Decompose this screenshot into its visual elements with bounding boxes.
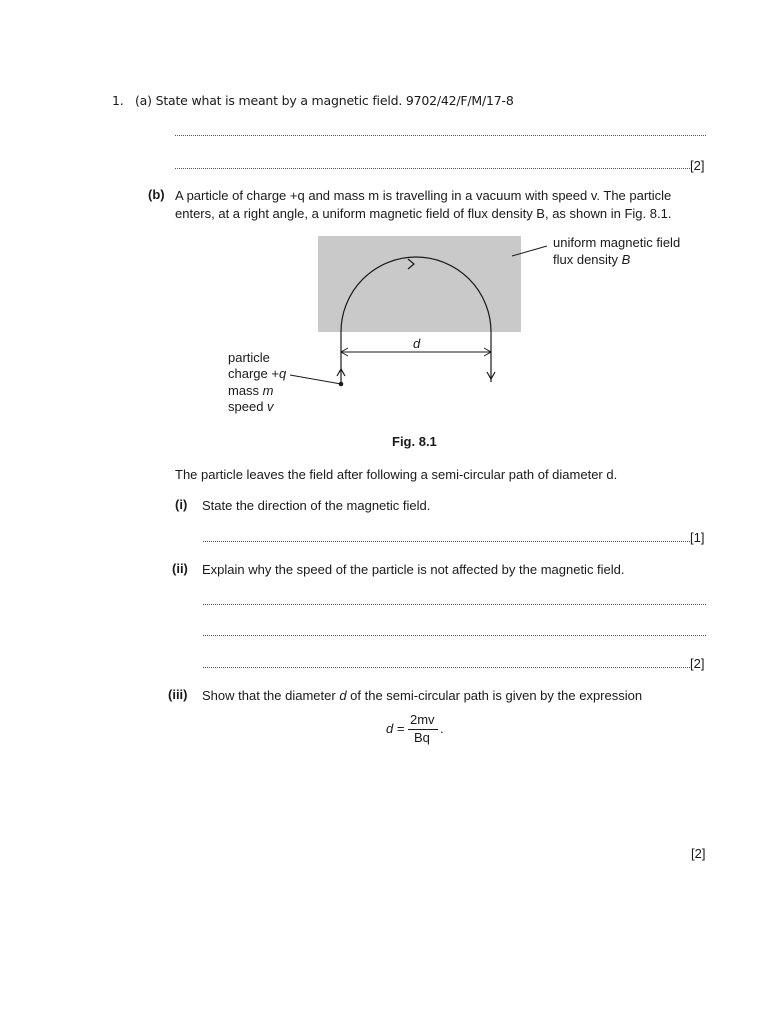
part-b-text-line2: enters, at a right angle, a uniform magnetic field of flux density B, as shown in Fig. 8.1. bbox=[175, 206, 672, 221]
answer-line[interactable] bbox=[203, 541, 690, 542]
figure-8-1 bbox=[0, 0, 768, 460]
particle-leader-line bbox=[290, 375, 341, 384]
figure-caption: Fig. 8.1 bbox=[392, 434, 437, 449]
part-ii-label: (ii) bbox=[172, 561, 188, 576]
field-label-2: flux density B bbox=[553, 252, 631, 267]
particle-label-4: speed v bbox=[228, 399, 274, 414]
part-iii-label: (iii) bbox=[168, 687, 188, 702]
mark-allocation: [2] bbox=[690, 158, 705, 173]
particle-label-3: mass m bbox=[228, 383, 274, 398]
mark-allocation: [2] bbox=[690, 656, 705, 671]
field-label-1: uniform magnetic field bbox=[553, 235, 681, 250]
answer-line[interactable] bbox=[203, 635, 706, 636]
expression-denominator: Bq bbox=[414, 730, 430, 745]
particle-label-2: charge +q bbox=[228, 366, 287, 381]
particle-label-1: particle bbox=[228, 350, 270, 365]
part-ii-text: Explain why the speed of the particle is not affected by the magnetic field. bbox=[202, 562, 625, 577]
expression-numerator: 2mv bbox=[410, 712, 435, 727]
part-i-label: (i) bbox=[175, 497, 188, 512]
part-iii-text: Show that the diameter d of the semi-circular path is given by the expression bbox=[202, 688, 643, 703]
question-number: 1. bbox=[112, 93, 124, 108]
part-b-label: (b) bbox=[148, 187, 165, 202]
leaves-field-text: The particle leaves the field after following a semi-circular path of diameter d. bbox=[175, 467, 618, 482]
question-a-text: (a) State what is meant by a magnetic field. 9702/42/F/M/17-8 bbox=[135, 93, 514, 108]
part-i-text: State the direction of the magnetic field. bbox=[202, 498, 431, 513]
mark-allocation: [1] bbox=[690, 530, 705, 545]
answer-line[interactable] bbox=[203, 604, 706, 605]
diameter-label: d bbox=[413, 336, 421, 351]
answer-line[interactable] bbox=[203, 667, 690, 668]
mark-allocation: [2] bbox=[691, 846, 706, 861]
magnetic-field-region bbox=[318, 236, 521, 332]
part-b-text-line1: A particle of charge +q and mass m is travelling in a vacuum with speed v. The particle bbox=[175, 188, 672, 203]
